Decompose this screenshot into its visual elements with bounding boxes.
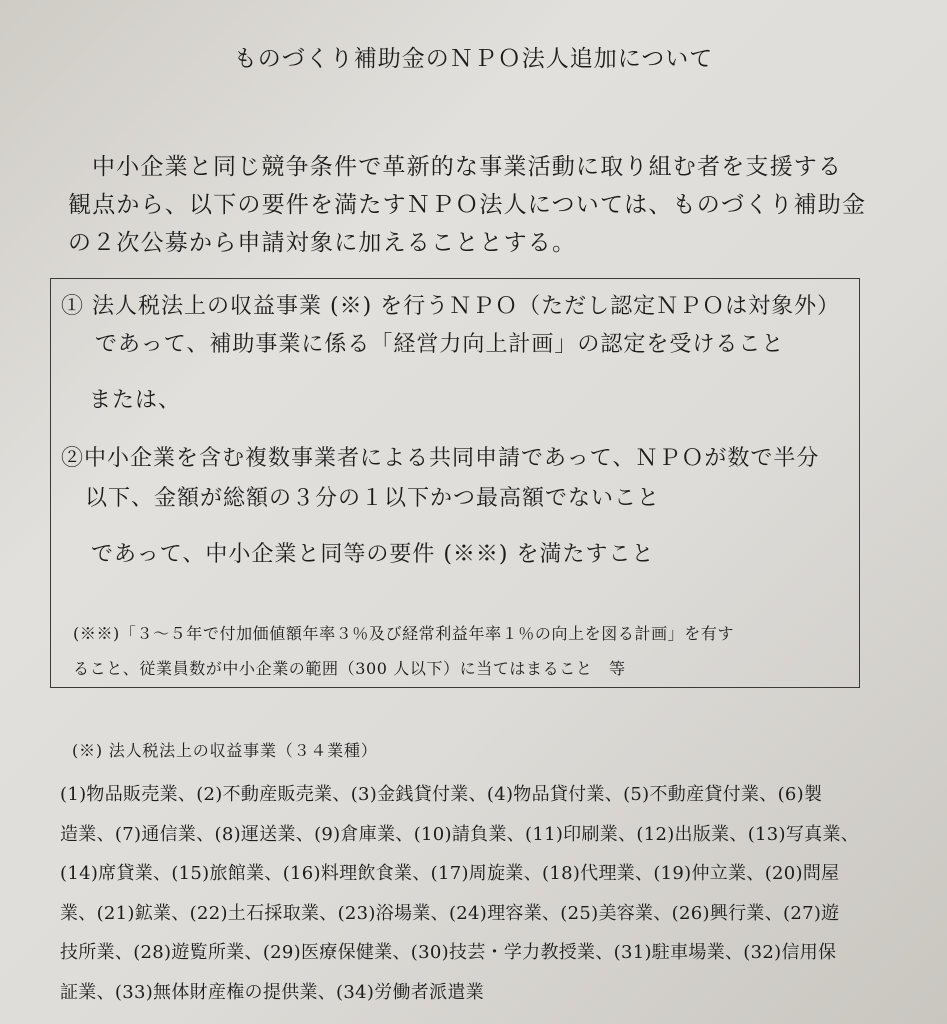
- requirement-1-line-2: であって、補助事業に係る「経営力向上計画」の認定を受けること: [95, 332, 785, 357]
- or-text: または、: [89, 388, 182, 413]
- requirement-1-line-1: ① 法人税法上の収益事業 (※) を行うＮＰＯ（ただし認定ＮＰＯは対象外）: [61, 294, 841, 319]
- requirements-box: [50, 278, 860, 688]
- list-line: 業、(21)鉱業、(22)土石採取業、(23)浴場業、(24)理容業、(25)美容業、(26)興行業、(27)遊: [60, 902, 840, 924]
- business-list-header: (※) 法人税法上の収益事業（３４業種）: [72, 741, 378, 760]
- list-line: (14)席貸業、(15)旅館業、(16)料理飲食業、(17)周旋業、(18)代理業、(19)仲立業、(20)問屋: [60, 863, 840, 884]
- business-list: [60, 775, 860, 1012]
- requirement-2-line-1: ②中小企業を含む複数事業者による共同申請であって、ＮＰＯが数で半分: [61, 446, 820, 471]
- document-title: ものづくり補助金のＮＰＯ法人追加について: [233, 46, 714, 72]
- note-line-1: (※※)「３～５年で付加価値額年率３％及び経常利益年率１％の向上を図る計画」を有す: [73, 624, 735, 643]
- intro-line: 中小企業と同じ競争条件で革新的な事業活動に取り組む者を支援する: [92, 154, 843, 180]
- intro-line: 観点から、以下の要件を満たすＮＰＯ法人については、ものづくり補助金: [68, 192, 867, 218]
- list-line: 造業、(7)通信業、(8)運送業、(9)倉庫業、(10)請負業、(11)印刷業、(12)出版業、(13)写真業、: [60, 823, 860, 845]
- list-line: 証業、(33)無体財産権の提供業、(34)労働者派遣業: [60, 981, 484, 1003]
- list-line: 技所業、(28)遊覧所業、(29)医療保健業、(30)技芸・学力教授業、(31)駐車場業、(32)信用保: [60, 942, 837, 963]
- note-line-2: ること、従業員数が中小企業の範囲（300 人以下）に当てはまること 等: [73, 659, 626, 678]
- intro-line: の２次公募から申請対象に加えることとする。: [68, 230, 577, 256]
- requirement-2-line-2: 以下、金額が総額の３分の１以下かつ最高額でないこと: [85, 486, 661, 511]
- list-line: (1)物品販売業、(2)不動産販売業、(3)金銭貸付業、(4)物品貸付業、(5)不動産貸付業、(6)製: [60, 784, 823, 805]
- condition-text: であって、中小企業と同等の要件 (※※) を満たすこと: [91, 542, 655, 567]
- intro-paragraph: [68, 148, 868, 262]
